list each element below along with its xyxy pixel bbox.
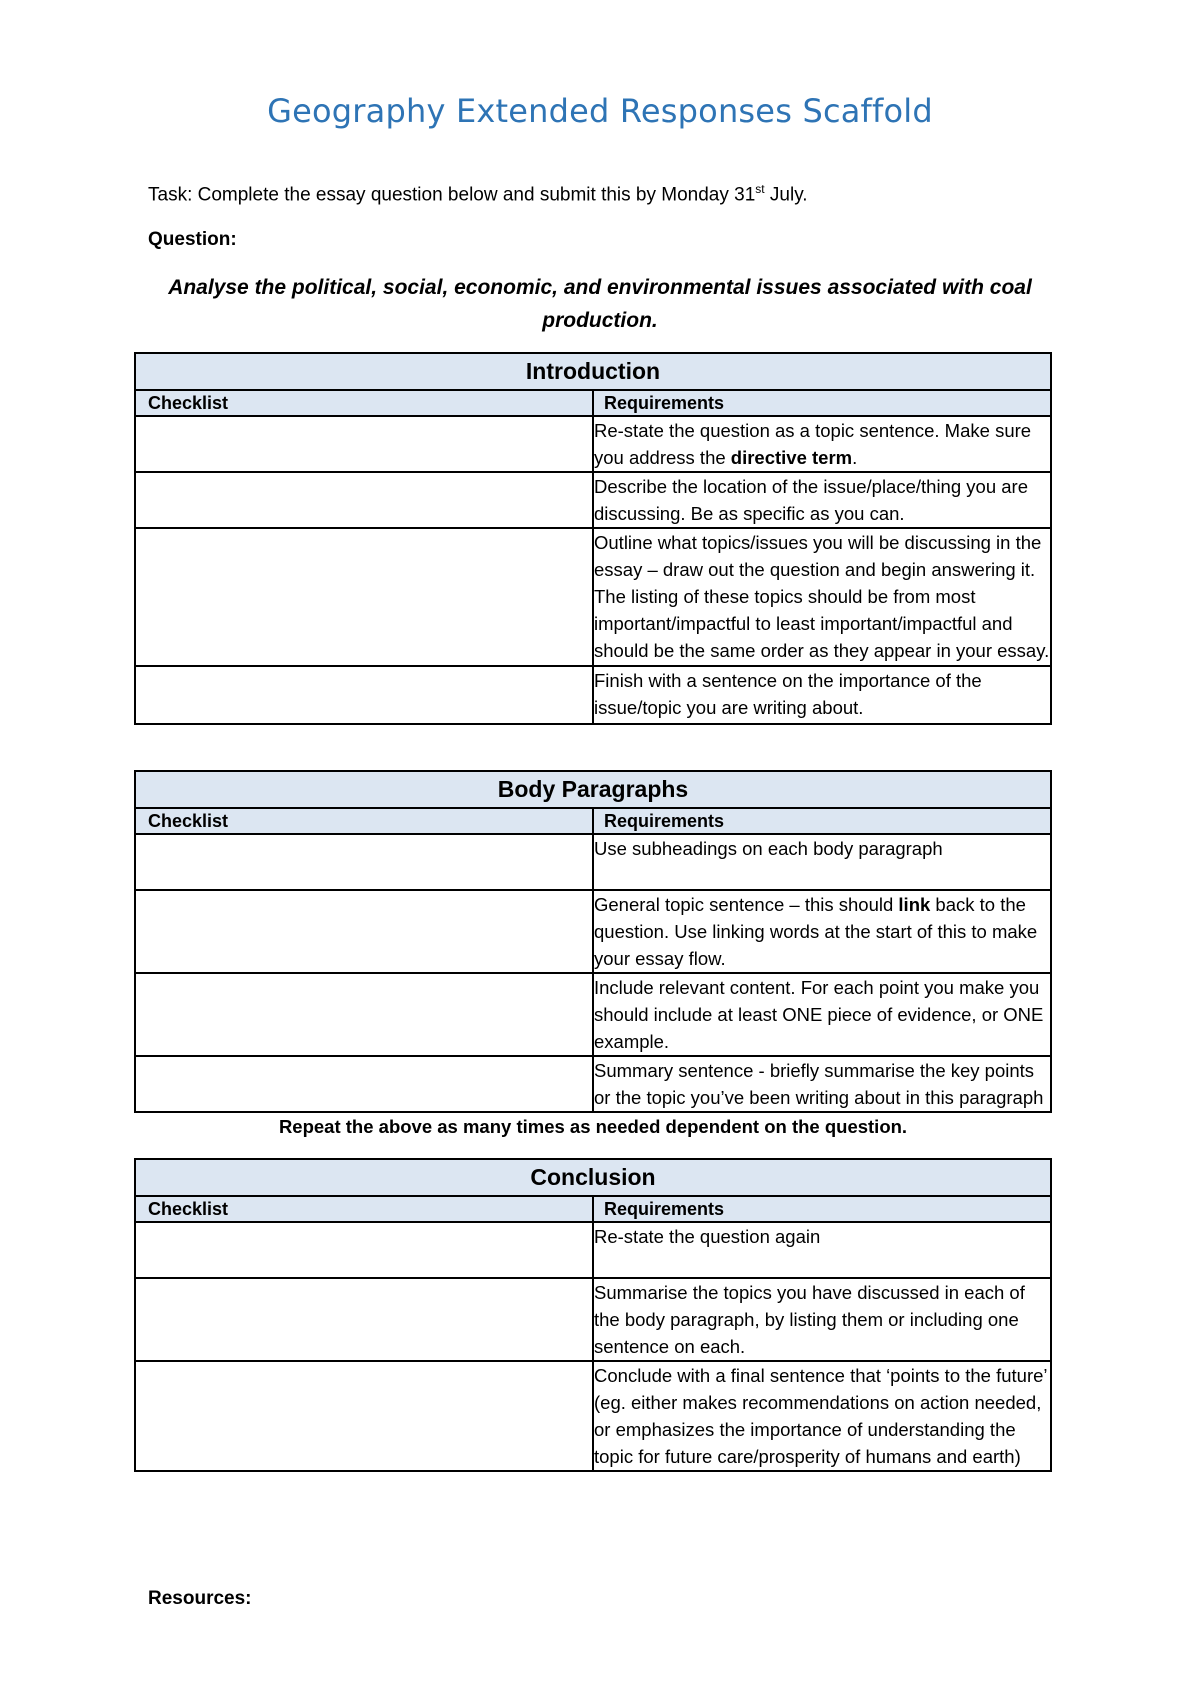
introduction-table	[134, 352, 1052, 725]
checklist-cell[interactable]	[135, 528, 593, 666]
table-row	[135, 1222, 1051, 1278]
checklist-cell[interactable]	[135, 666, 593, 724]
question-label: Question:	[148, 229, 237, 250]
requirement-text: Re-state the question as a topic sentence. Make sure you address the directive term.	[593, 416, 1051, 472]
table-row	[135, 1361, 1051, 1471]
checklist-column-header: Checklist	[135, 808, 593, 834]
checklist-column-header: Checklist	[135, 1196, 593, 1222]
checklist-cell[interactable]	[135, 1222, 593, 1278]
checklist-cell[interactable]	[135, 1056, 593, 1112]
checklist-cell[interactable]	[135, 890, 593, 973]
requirement-text: Re-state the question again	[593, 1222, 1051, 1278]
table-row	[135, 666, 1051, 724]
requirement-text: Outline what topics/issues you will be discussing in the essay – draw out the question and begin answering it. The listing of these topics should be from most important/impactful to least important/impactful and should be the same order as they appear in your essay.	[593, 528, 1051, 666]
table-row	[135, 890, 1051, 973]
conclusion-table	[134, 1158, 1052, 1472]
requirement-text: Use subheadings on each body paragraph	[593, 834, 1051, 890]
checklist-column-header: Checklist	[135, 390, 593, 416]
introduction-heading: Introduction	[135, 353, 1051, 390]
task-text-end: July.	[764, 184, 808, 206]
table-row	[135, 528, 1051, 666]
requirements-column-header: Requirements	[593, 390, 1051, 416]
table-row	[135, 1278, 1051, 1361]
checklist-cell[interactable]	[135, 472, 593, 528]
requirement-text: Describe the location of the issue/place/thing you are discussing. Be as specific as you can.	[593, 472, 1051, 528]
checklist-cell[interactable]	[135, 834, 593, 890]
requirement-text: Summary sentence - briefly summarise the key points or the topic you’ve been writing about in this paragraph	[593, 1056, 1051, 1112]
document-title: Geography Extended Responses Scaffold	[267, 92, 933, 130]
requirement-text: Summarise the topics you have discussed in each of the body paragraph, by listing them or including one sentence on each.	[593, 1278, 1051, 1361]
task-superscript: st	[755, 182, 765, 196]
table-row	[135, 416, 1051, 472]
requirements-column-header: Requirements	[593, 1196, 1051, 1222]
question-text: Analyse the political, social, economic, and environmental issues associated with coal production.	[168, 276, 1032, 332]
checklist-cell[interactable]	[135, 416, 593, 472]
body-paragraphs-heading: Body Paragraphs	[135, 771, 1051, 808]
table-row	[135, 1056, 1051, 1112]
task-text: Task: Complete the essay question below and submit this by Monday 31	[148, 184, 756, 206]
requirement-text: General topic sentence – this should link back to the question. Use linking words at the start of this to make your essay flow.	[593, 890, 1051, 973]
resources-label: Resources:	[148, 1588, 252, 1609]
checklist-cell[interactable]	[135, 1361, 593, 1471]
task-instruction	[148, 182, 808, 206]
checklist-cell[interactable]	[135, 973, 593, 1056]
table-row	[135, 472, 1051, 528]
requirement-text: Finish with a sentence on the importance of the issue/topic you are writing about.	[593, 666, 1051, 724]
requirement-text: Conclude with a final sentence that ‘points to the future’ (eg. either makes recommendations on action needed, or emphasizes the importance of understanding the topic for future care/prosperity of humans and earth)	[593, 1361, 1051, 1471]
checklist-cell[interactable]	[135, 1278, 593, 1361]
requirements-column-header: Requirements	[593, 808, 1051, 834]
table-row	[135, 973, 1051, 1056]
conclusion-heading: Conclusion	[135, 1159, 1051, 1196]
requirement-text: Include relevant content. For each point you make you should include at least ONE piece of evidence, or ONE example.	[593, 973, 1051, 1056]
body-paragraphs-table	[134, 770, 1052, 1113]
repeat-note: Repeat the above as many times as needed dependent on the question.	[278, 1116, 908, 1137]
table-row	[135, 834, 1051, 890]
